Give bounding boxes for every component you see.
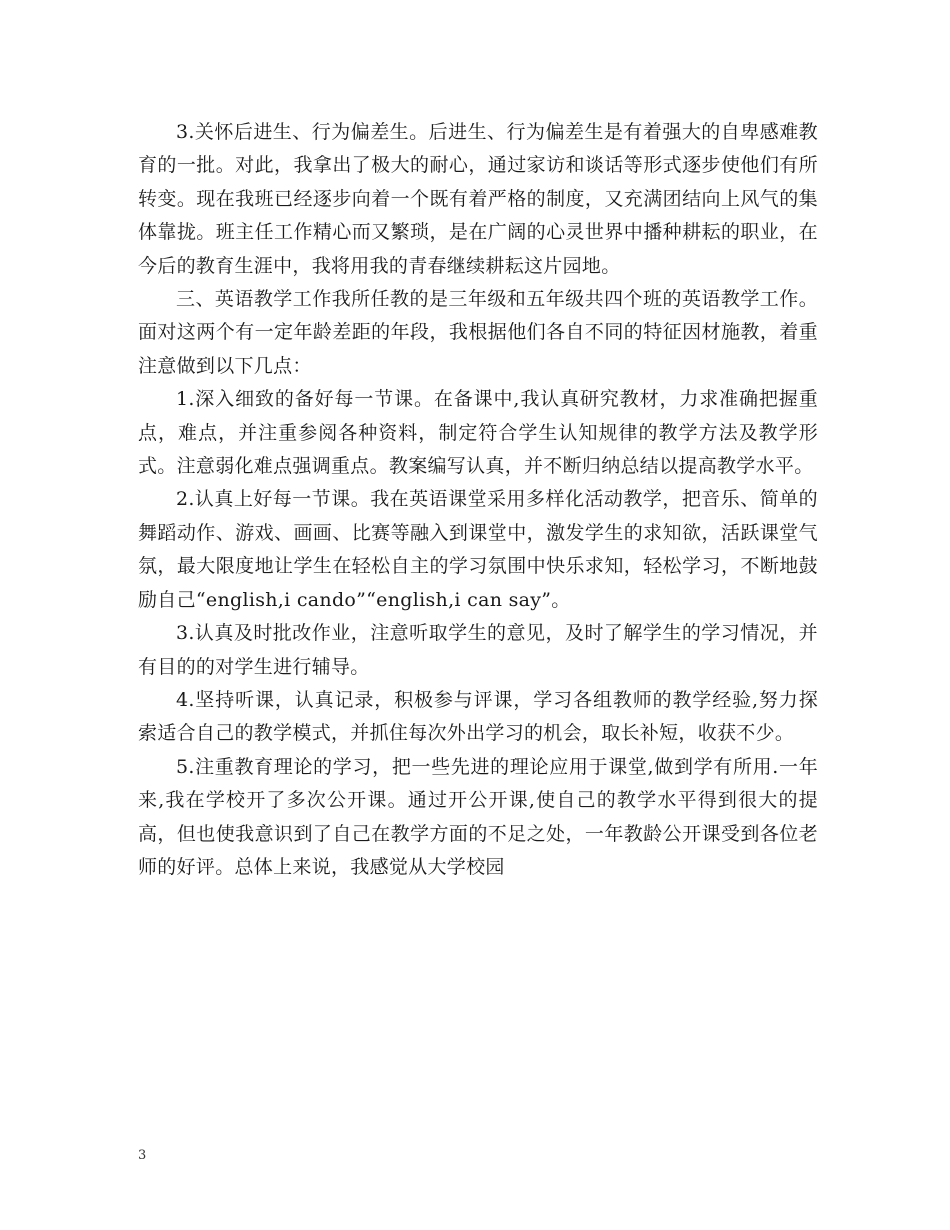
- paragraph-classroom-teaching: 2.认真上好每一节课。我在英语课堂采用多样化活动教学，把音乐、简单的舞蹈动作、游戏、画画、比赛等融入到课堂中，激发学生的求知欲，活跃课堂气氛，最大限度地让学生在轻松自主的学习氛围中快乐求知，轻松学习，不断地鼓励自己“english,i cando”“english,i can say”。: [138, 488, 818, 611]
- document-body: [138, 116, 818, 884]
- paragraph-lesson-preparation: 1.深入细致的备好每一节课。在备课中,我认真研究教材，力求准确把握重点，难点，并注重参阅各种资料，制定符合学生认知规律的教学方法及教学形式。注意弱化难点强调重点。教案编写认真，并不断归纳总结以提高教学水平。: [138, 388, 818, 478]
- page-number: 3: [138, 1148, 147, 1163]
- paragraph-homework-correction: 3.认真及时批改作业，注意听取学生的意见，及时了解学生的学习情况，并有目的的对学生进行辅导。: [138, 622, 818, 678]
- paragraph-education-theory: 5.注重教育理论的学习，把一些先进的理论应用于课堂,做到学有所用.一年来,我在学校开了多次公开课。通过开公开课,使自己的教学水平得到很大的提高，但也使我意识到了自己在教学方面的不足之处，一年教龄公开课受到各位老师的好评。总体上来说，我感觉从大学校园: [138, 755, 818, 878]
- paragraph-english-teaching: 三、英语教学工作我所任教的是三年级和五年级共四个班的英语教学工作。面对这两个有一定年龄差距的年段，我根据他们各自不同的特征因材施教，着重注意做到以下几点：: [138, 288, 818, 377]
- paragraph-care-students: 3.关怀后进生、行为偏差生。后进生、行为偏差生是有着强大的自卑感难教育的一批。对此，我拿出了极大的耐心，通过家访和谈话等形式逐步使他们有所转变。现在我班已经逐步向着一个既有着严格的制度，又充满团结向上风气的集体靠拢。班主任工作精心而又繁琐，是在广阔的心灵世界中播种耕耘的职业，在今后的教育生涯中，我将用我的青春继续耕耘这片园地。: [138, 121, 818, 277]
- paragraph-lesson-observation: 4.坚持听课，认真记录，积极参与评课，学习各组教师的教学经验,努力探索适合自己的教学模式，并抓住每次外出学习的机会，取长补短，收获不少。: [138, 688, 818, 745]
